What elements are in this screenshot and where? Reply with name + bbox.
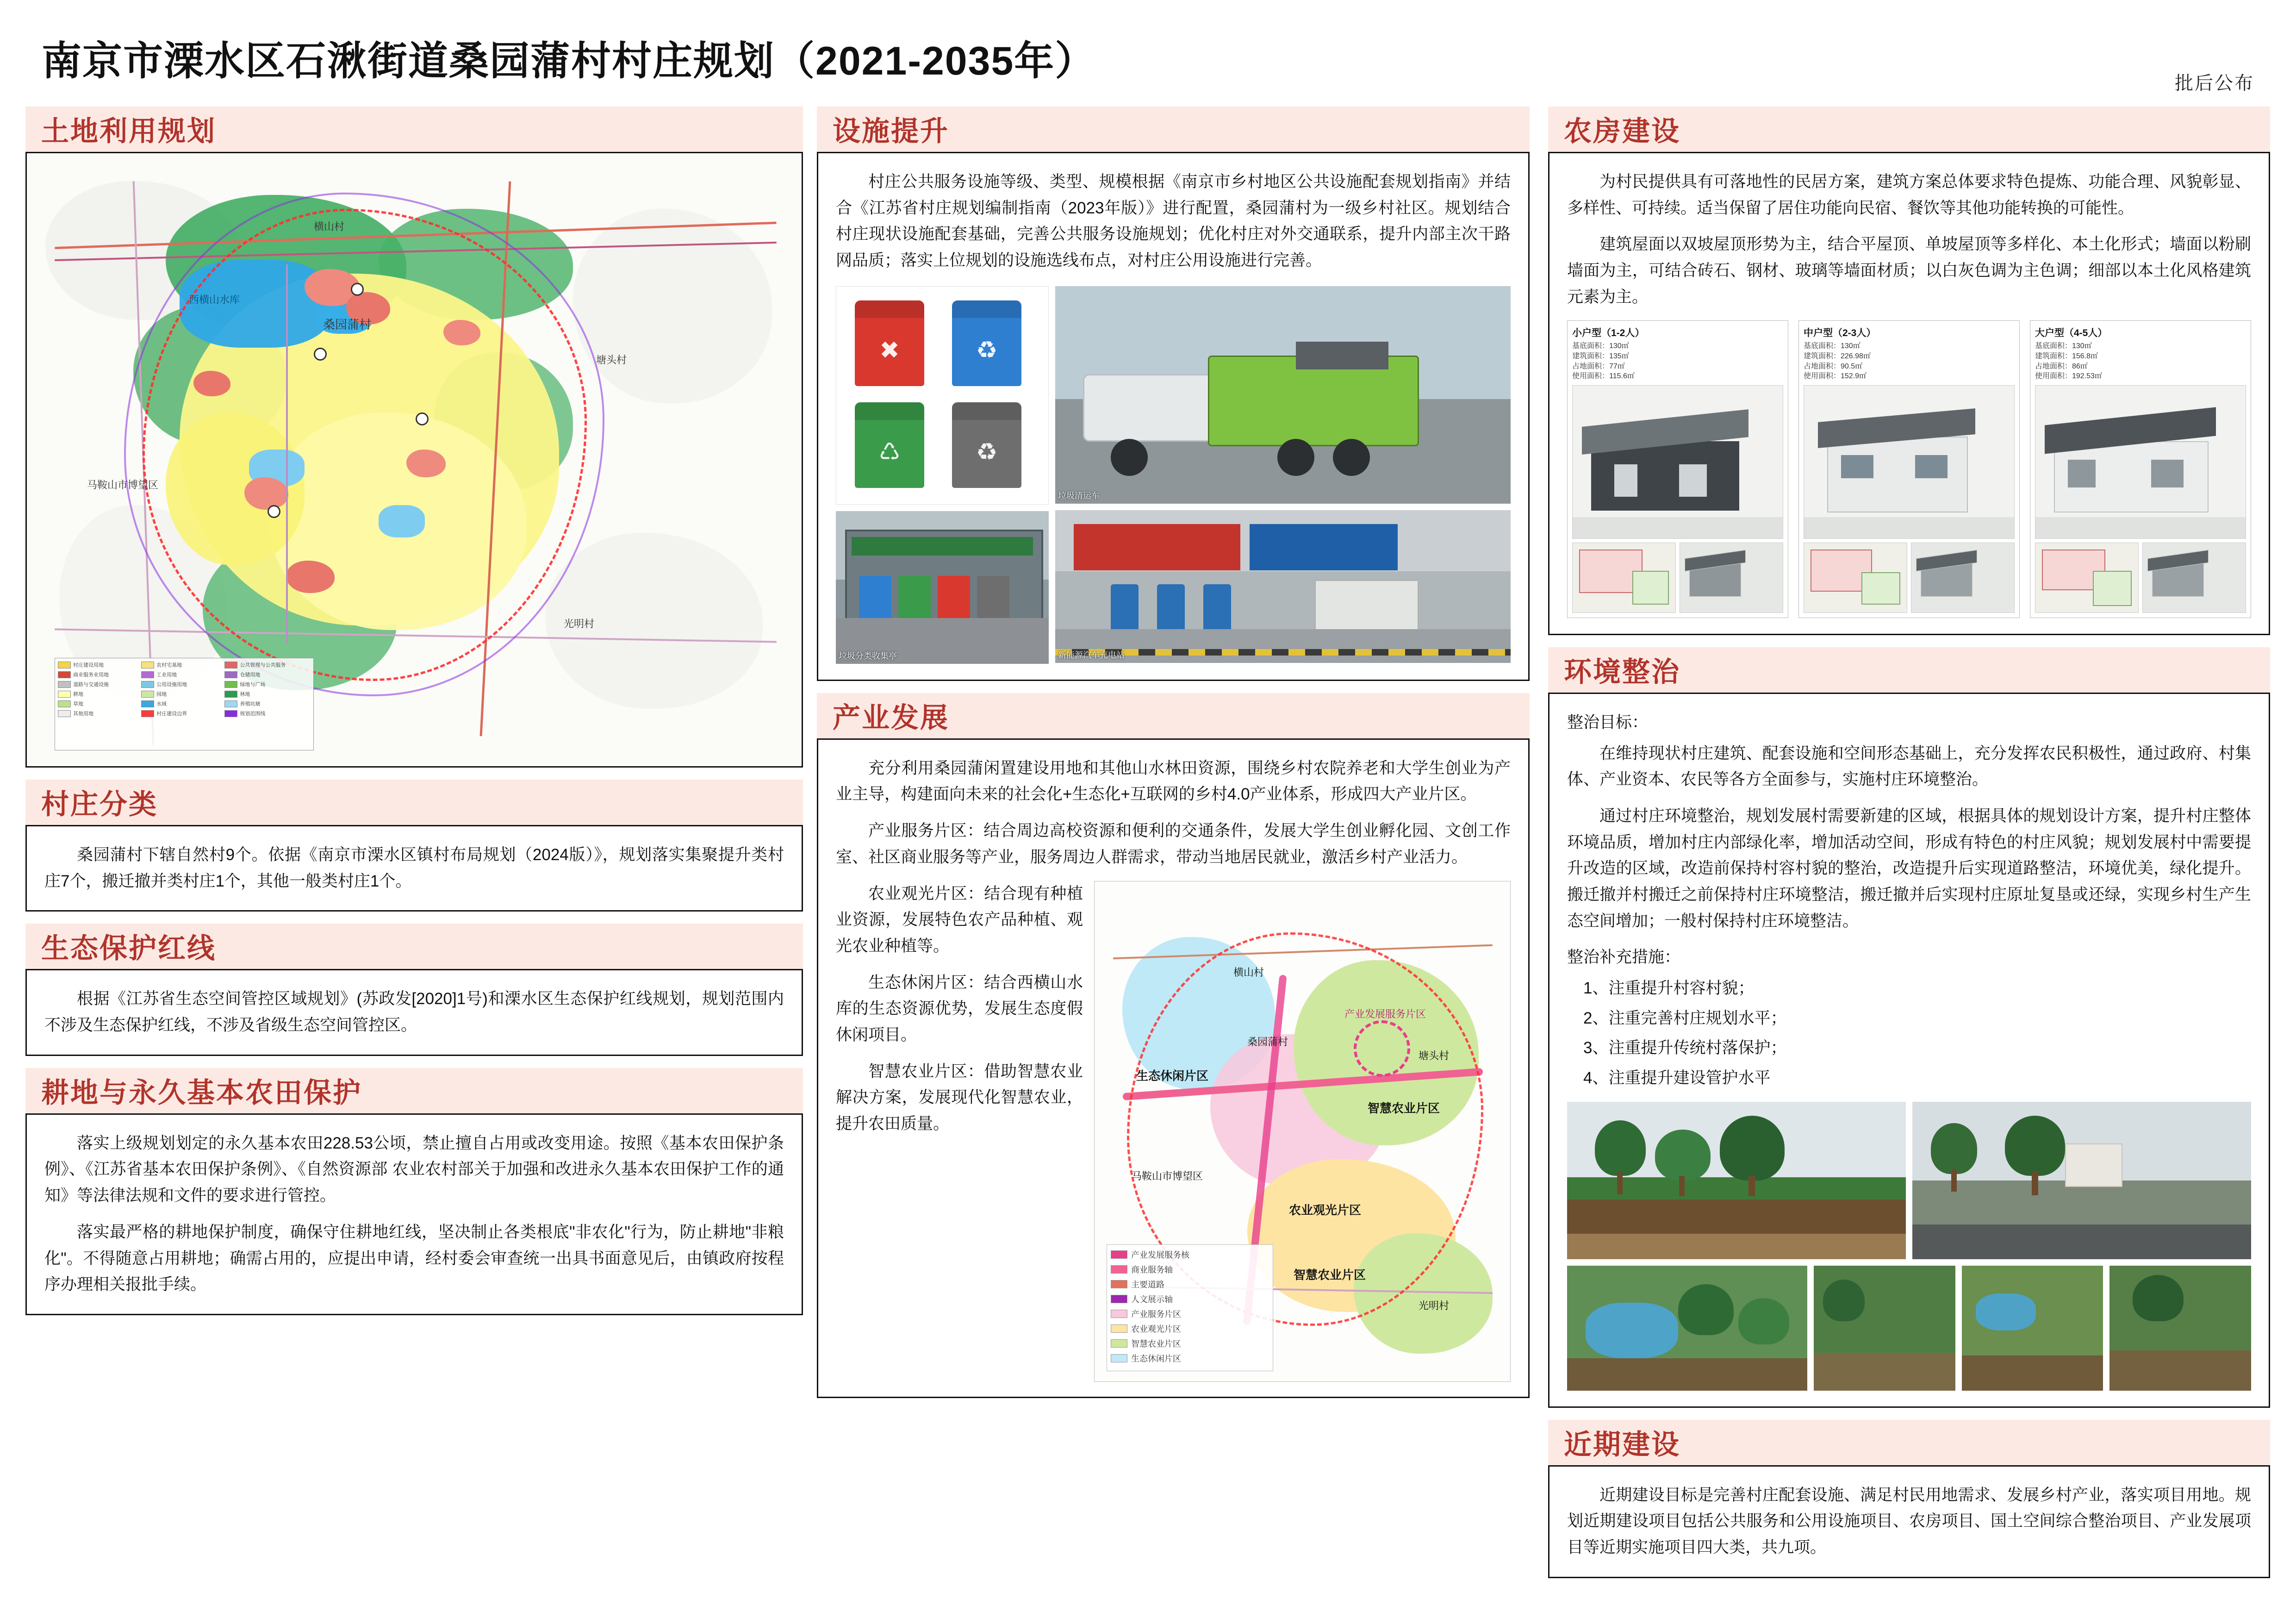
house-card-title: 中户型（2-3人） xyxy=(1804,328,1876,339)
legend-item xyxy=(58,710,141,717)
paragraph: 在维持现状村庄建筑、配套设施和空间形态基础上，充分发挥农民积极性，通过政府、村集体、产业资本、农民等各方全面参与，实施村庄环境整治。 xyxy=(1567,744,2251,789)
section-heading-farmland xyxy=(25,1068,803,1113)
industry-tag-tangtou: 塘头村 xyxy=(1419,1049,1450,1062)
house-card-medium xyxy=(1798,320,2020,618)
paragraph: 农业观光片区：结合现有种植业资源，发展特色农产品种植、观光农业种植等。 xyxy=(836,884,1083,955)
bin-mark: ✖ xyxy=(879,337,900,364)
house-card-meta-1: 基底面积：130㎡ xyxy=(1804,342,1860,350)
section-recent-construction xyxy=(1548,1420,2270,1578)
legend-label: 道路与交通设施 xyxy=(73,682,109,687)
legend-label: 智慧农业片区 xyxy=(1131,1339,1181,1349)
industry-tag-hengshan: 横山村 xyxy=(1233,966,1264,978)
legend-swatch xyxy=(224,662,237,668)
legend-label: 主要道路 xyxy=(1131,1280,1164,1289)
facility-photo-right xyxy=(1055,286,1511,664)
house-render-image xyxy=(1804,385,2015,539)
legend-item xyxy=(1111,1263,1269,1275)
industry-tag-guangming: 光明村 xyxy=(1419,1299,1450,1312)
section-title-farmland: 耕地与永久基本农田保护 xyxy=(41,1077,362,1108)
middle-column xyxy=(817,106,1530,1410)
house-card-meta-1: 基底面积：130㎡ xyxy=(2035,342,2092,350)
paragraph: 为村民提供具有可落地性的民居方案，建筑方案总体要求特色提炼、功能合理、风貌彰显、多样性、可持续。适当保留了居住功能向民宿、餐饮等其他功能转换的可能性。 xyxy=(1567,173,2251,217)
bin-lid xyxy=(952,402,1021,420)
section-environment xyxy=(1548,647,2270,1408)
legend-item xyxy=(1111,1249,1269,1261)
paragraph: 落实最严格的耕地保护制度，确保守住耕地红线，坚决制止各类根底"非农化"行为，防止耕地"非粮化"。不得随意占用耕地；确需占用的，应提出申请，经村委会审查统一出具书面意见后，由镇政府按程序办理相关报批手续。 xyxy=(44,1223,784,1294)
legend-label: 耕地 xyxy=(73,692,83,697)
environment-image-grid xyxy=(1567,1102,2251,1391)
section-eco-redline xyxy=(25,924,803,1056)
photo-garbage-truck xyxy=(1055,286,1511,504)
photo-rain-garden-section xyxy=(1567,1102,1906,1259)
legend-label: 绿地与广场 xyxy=(240,682,266,687)
photo-charging-station xyxy=(1055,510,1511,663)
paragraph: 生态休闲片区：结合西横山水库的生态资源优势，发展生态度假休闲项目。 xyxy=(836,973,1083,1044)
house-card-meta-2: 建筑面积：135㎡ xyxy=(1572,352,1629,361)
environment-top-images xyxy=(1567,1102,2251,1259)
section-body-industry xyxy=(817,738,1530,1398)
legend-item xyxy=(141,681,224,688)
paragraph: 桑园蒲村下辖自然村9个。依据《南京市溧水区镇村布局规划（2024版）》，规划落实集聚提升类村庄7个，搬迁撤并类村庄1个，其他一般类村庄1个。 xyxy=(44,846,784,890)
legend-item xyxy=(1111,1278,1269,1290)
section-title-village-class: 村庄分类 xyxy=(41,789,158,820)
legend-item xyxy=(141,671,224,678)
legend-swatch xyxy=(1111,1280,1127,1288)
left-column xyxy=(25,106,803,1327)
paragraph: 建筑屋面以双坡屋顶形势为主，结合平屋顶、单坡屋顶等多样化、本土化形式；墙面以粉刷墙面为主，可结合砖石、钢材、玻璃等墙面材质；以白灰色调为主色调；细部以本土化风格建筑元素为主。 xyxy=(1567,235,2251,306)
legend-item xyxy=(224,690,308,698)
house-card-title: 小户型（1-2人） xyxy=(1572,328,1645,339)
house-card-meta-3: 占地面积：86㎡ xyxy=(2035,362,2088,370)
bin-mark: ♻ xyxy=(976,337,998,364)
section-body-facility xyxy=(817,152,1530,681)
house-card-meta-3: 占地面积：90.5㎡ xyxy=(1804,362,1863,370)
legend-label: 林地 xyxy=(240,692,250,697)
section-heading-eco-redline xyxy=(25,924,803,969)
legend-swatch xyxy=(224,700,237,707)
legend-swatch xyxy=(141,710,154,717)
legend-label: 其他用地 xyxy=(73,711,93,717)
paragraph: 充分利用桑园蒲闲置建设用地和其他山水林田资源，围绕乡村农院养老和大学生创业为产业主导，构建面向未来的社会化+生态化+互联网的乡村4.0产业体系，形成四大产业片区。 xyxy=(836,759,1511,804)
legend-label: 公用设施用地 xyxy=(156,682,187,687)
section-housing xyxy=(1548,106,2270,635)
land-use-map-canvas xyxy=(27,153,802,766)
house-elevation-image xyxy=(1680,543,1783,613)
legend-label: 商业服务业用地 xyxy=(73,672,109,678)
industry-tag-smart-2: 智慧农业片区 xyxy=(1294,1268,1366,1282)
legend-swatch xyxy=(224,710,237,717)
section-body-environment xyxy=(1548,693,2270,1408)
legend-item xyxy=(224,710,308,717)
section-title-industry: 产业发展 xyxy=(833,702,949,733)
photo-env-thumb-2 xyxy=(1962,1266,2103,1391)
legend-label: 仓储用地 xyxy=(240,672,261,678)
section-body-village-class xyxy=(25,825,803,912)
map-label-sangyuanpu: 桑园蒲村 xyxy=(323,318,372,331)
legend-swatch xyxy=(224,671,237,678)
section-body-farmland xyxy=(25,1113,803,1315)
legend-item xyxy=(1111,1337,1269,1349)
house-elevation-image xyxy=(1911,543,2015,613)
measure-item: 4、注重提升建设管护水平 xyxy=(1583,1069,1771,1087)
legend-item xyxy=(1111,1323,1269,1335)
legend-swatch xyxy=(1111,1339,1127,1348)
legend-item xyxy=(1111,1352,1269,1364)
map-label-reservoir: 西横山水库 xyxy=(189,294,240,306)
environment-bottom-images xyxy=(1567,1266,2251,1391)
facility-photo-left xyxy=(836,286,1049,664)
legend-label: 养殖坑塘 xyxy=(240,701,261,707)
photo-env-thumb-3 xyxy=(2109,1266,2251,1391)
house-plan-image xyxy=(1804,543,1907,613)
photo-caption: 垃圾清运车 xyxy=(1058,491,1100,500)
section-body-housing xyxy=(1548,152,2270,635)
legend-item xyxy=(141,700,224,707)
bin-other xyxy=(952,402,1021,488)
section-heading-environment xyxy=(1548,647,2270,693)
legend-label: 产业发展服务核 xyxy=(1131,1250,1189,1260)
map-label-guangming: 光明村 xyxy=(564,618,595,630)
house-plan-image xyxy=(2035,543,2139,613)
paragraph: 村庄公共服务设施等级、类型、规模根据《南京市乡村地区公共设施配套规划指南》并结合《江苏省村庄规划编制指南（2023年版）》进行配置，桑园蒲村为一级乡村社区。规划结合村庄现状设施配套基础，完善公共服务设施规划；优化村庄对外交通联系，提升内部主次干路网品质；落实上位规划的设施选线布点，对村庄公用设施进行完善。 xyxy=(836,173,1511,270)
legend-item xyxy=(58,661,141,668)
paragraph: 根据《江苏省生态空间管控区域规划》(苏政发[2020]1号)和溧水区生态保护红线规划，规划范围内不涉及生态保护红线，不涉及省级生态空间管控区。 xyxy=(44,990,784,1035)
industry-tag-service: 产业发展服务片区 xyxy=(1344,1008,1426,1020)
bin-mark: ♻ xyxy=(976,438,998,466)
section-facility xyxy=(817,106,1530,681)
legend-swatch xyxy=(141,662,154,668)
right-column xyxy=(1548,106,2270,1590)
legend-swatch xyxy=(58,671,71,678)
house-card-title: 大户型（4-5人） xyxy=(2035,328,2108,339)
environment-goal-label: 整治目标： xyxy=(1567,713,1649,731)
legend-label: 水域 xyxy=(156,701,167,707)
legend-item xyxy=(58,690,141,698)
photo-env-thumb-1 xyxy=(1814,1266,1955,1391)
industry-map xyxy=(1094,881,1511,1382)
house-sub-images xyxy=(1804,543,2015,613)
map-label-tangtou: 塘头村 xyxy=(596,354,627,366)
legend-swatch xyxy=(58,681,71,688)
legend-label: 生态休闲片区 xyxy=(1131,1354,1181,1363)
house-card-meta-1: 基底面积：130㎡ xyxy=(1572,342,1629,350)
bin-lid xyxy=(855,402,924,420)
house-render-image xyxy=(1572,385,1783,539)
measure-item: 2、注重完善村庄规划水平； xyxy=(1583,1009,1787,1027)
section-heading-industry xyxy=(817,693,1530,738)
paragraph: 近期建设目标是完善村庄配套设施、满足村民用地需求、发展乡村产业，落实项目用地。规划近期建设项目包括公共服务和公用设施项目、农房项目、国土空间综合整治项目、产业发展项目等近期实施项目四大类，共九项。 xyxy=(1567,1486,2251,1557)
legend-label: 村庄建设用地 xyxy=(73,662,104,668)
house-render-image xyxy=(2035,385,2246,539)
section-farmland xyxy=(25,1068,803,1315)
legend-swatch xyxy=(1111,1250,1127,1259)
legend-swatch xyxy=(141,681,154,688)
land-use-legend xyxy=(55,658,314,750)
legend-swatch xyxy=(1111,1265,1127,1274)
page-title: 南京市溧水区石湫街道桑园蒲村村庄规划（2021-2035年） xyxy=(42,39,1096,83)
section-heading-recent xyxy=(1548,1420,2270,1465)
poster-header xyxy=(0,0,2296,100)
legend-label: 商业服务轴 xyxy=(1131,1265,1173,1274)
photo-caption: 垃圾分类收集亭 xyxy=(839,651,897,661)
house-card-meta-2: 建筑面积：226.98㎡ xyxy=(1804,352,1871,361)
bin-lid xyxy=(952,300,1021,318)
section-heading-housing xyxy=(1548,106,2270,152)
legend-label: 公共管理与公共服务 xyxy=(240,662,286,668)
legend-item xyxy=(58,700,141,707)
legend-item xyxy=(224,671,308,678)
industry-tag-smart-1: 智慧农业片区 xyxy=(1368,1101,1440,1115)
industry-map-wrap xyxy=(1094,881,1511,1381)
section-title-environment: 环境整治 xyxy=(1564,656,1680,687)
map-label-bowang: 马鞍山市博望区 xyxy=(87,479,159,491)
house-card-meta-2: 建筑面积：156.8㎡ xyxy=(2035,352,2098,361)
bin-kitchen xyxy=(855,402,924,488)
legend-item xyxy=(141,661,224,668)
paragraph: 智慧农业片区：借助智慧农业解决方案，发展现代化智慧农业，提升农田质量。 xyxy=(836,1062,1083,1133)
land-use-map xyxy=(25,152,803,768)
legend-label: 园地 xyxy=(156,692,167,697)
section-title-eco-redline: 生态保护红线 xyxy=(41,933,216,964)
legend-item xyxy=(141,690,224,698)
industry-tag-agri-view: 农业观光片区 xyxy=(1289,1203,1362,1217)
bin-lid xyxy=(855,300,924,318)
map-label-hengshan: 横山村 xyxy=(314,221,345,232)
bin-mark: ♺ xyxy=(878,438,901,466)
legend-item xyxy=(58,681,141,688)
legend-swatch xyxy=(1111,1295,1127,1303)
industry-tag-bowang: 马鞍山市博望区 xyxy=(1132,1170,1203,1182)
photo-recycle-station xyxy=(836,511,1049,664)
legend-swatch xyxy=(224,691,237,698)
paragraph: 落实上级规划划定的永久基本农田228.53公顷，禁止擅自占用或改变用途。按照《基本农田保护条例》、《江苏省基本农田保护条例》、《自然资源部 农业农村部关于加强和改进永久基本农田保护工作的通知》等法律法规和文件的要求进行管控。 xyxy=(44,1134,784,1205)
legend-item xyxy=(58,671,141,678)
section-village-class xyxy=(25,780,803,912)
legend-swatch xyxy=(58,700,71,707)
house-sub-images xyxy=(2035,543,2246,613)
legend-swatch xyxy=(141,671,154,678)
section-title-recent: 近期建设 xyxy=(1564,1429,1680,1460)
legend-label: 农村宅基地 xyxy=(156,662,182,668)
photo-sorting-bins xyxy=(836,286,1049,505)
legend-swatch xyxy=(224,681,237,688)
legend-label: 产业服务片区 xyxy=(1131,1309,1181,1319)
house-sub-images xyxy=(1572,543,1783,613)
house-card-meta-4: 使用面积：192.53㎡ xyxy=(2035,372,2102,381)
section-land-use xyxy=(25,106,803,768)
legend-swatch xyxy=(58,710,71,717)
section-heading-village-class xyxy=(25,780,803,825)
section-title-housing: 农房建设 xyxy=(1564,116,1680,147)
photo-caption: 新能源汽车充电站 xyxy=(1058,650,1125,660)
legend-swatch xyxy=(1111,1354,1127,1362)
legend-label: 农业观光片区 xyxy=(1131,1324,1181,1334)
legend-swatch xyxy=(141,691,154,698)
section-heading-facility xyxy=(817,106,1530,152)
legend-item xyxy=(224,700,308,707)
legend-swatch xyxy=(58,662,71,668)
photo-village-street xyxy=(1912,1102,2251,1259)
paragraph: 通过村庄环境整治，规划发展村需要新建的区域，根据具体的规划设计方案，提升村庄整体环境品质，增加村庄内部绿化率，增加活动空间，形成有特色的村庄风貌；规划发展村中需要提升改造的区域，改造前保持村容村貌的整治，改造提升后实现道路整洁，环境优美，绿化提升。搬迁撤并村搬迁之前保持村庄环境整洁，搬迁撤并后实现村庄原址复垦或还绿，实现乡村生产生态空间增加；一般村保持村庄环境整洁。 xyxy=(1567,806,2251,930)
house-card-large xyxy=(2030,320,2251,618)
legend-item xyxy=(224,681,308,688)
legend-label: 草地 xyxy=(73,701,83,707)
paragraph: 产业服务片区：结合周边高校资源和便利的交通条件，发展大学生创业孵化园、文创工作室、社区商业服务等产业，服务周边人群需求，带动当地居民就业，激活乡村产业活力。 xyxy=(836,822,1511,866)
industry-tag-eco: 生态休闲片区 xyxy=(1136,1068,1209,1083)
legend-swatch xyxy=(1111,1324,1127,1333)
publish-note: 批后公布 xyxy=(2175,73,2254,94)
house-elevation-image xyxy=(2142,543,2246,613)
facility-photo-grid xyxy=(836,286,1511,664)
house-card-meta-3: 占地面积：77㎡ xyxy=(1572,362,1625,370)
legend-label: 人文展示轴 xyxy=(1131,1294,1173,1304)
section-title-facility: 设施提升 xyxy=(833,116,949,147)
legend-item xyxy=(1111,1293,1269,1305)
legend-item xyxy=(224,661,308,668)
legend-label: 规划范围线 xyxy=(240,711,266,717)
house-type-row xyxy=(1567,320,2251,618)
measure-item: 3、注重提升传统村落保护； xyxy=(1583,1039,1787,1057)
bin-hazardous xyxy=(855,300,924,386)
legend-label: 村庄建设边界 xyxy=(156,711,187,717)
legend-item xyxy=(141,710,224,717)
house-card-small xyxy=(1567,320,1788,618)
legend-item xyxy=(1111,1308,1269,1320)
industry-tag-sangyuanpu: 桑园蒲村 xyxy=(1247,1036,1288,1048)
house-card-meta-4: 使用面积：152.9㎡ xyxy=(1804,372,1867,381)
section-body-recent xyxy=(1548,1465,2270,1578)
section-title-land-use: 土地利用规划 xyxy=(41,116,216,147)
legend-swatch xyxy=(1111,1310,1127,1318)
industry-legend xyxy=(1107,1244,1273,1371)
house-card-meta-4: 使用面积：115.6㎡ xyxy=(1572,372,1635,381)
measure-item: 1、注重提升村容村貌； xyxy=(1583,979,1755,997)
legend-swatch xyxy=(141,700,154,707)
photo-landscape-birdview xyxy=(1567,1266,1807,1391)
section-body-eco-redline xyxy=(25,969,803,1056)
environment-measure-label: 整治补充措施： xyxy=(1567,948,1681,967)
house-plan-image xyxy=(1572,543,1676,613)
legend-swatch xyxy=(58,691,71,698)
section-heading-land-use xyxy=(25,106,803,152)
section-industry xyxy=(817,693,1530,1398)
bin-recyclable xyxy=(952,300,1021,386)
legend-label: 工业用地 xyxy=(156,672,177,678)
